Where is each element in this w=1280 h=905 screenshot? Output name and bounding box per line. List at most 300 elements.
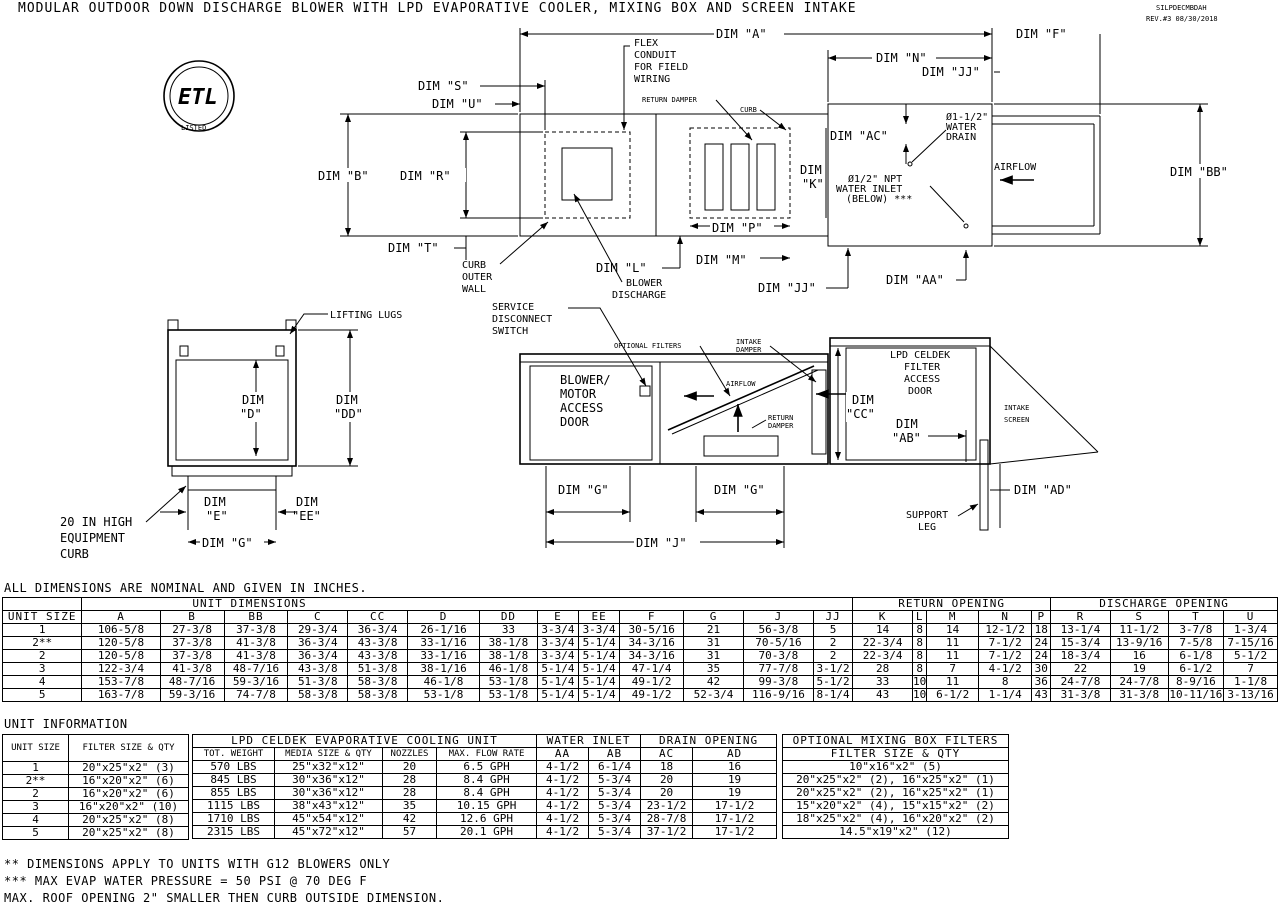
table-cell: 120-5/8 (82, 650, 160, 663)
group-water-inlet: WATER INLET (537, 735, 641, 748)
table-row (193, 800, 777, 813)
table-cell: 59-3/16 (224, 676, 288, 689)
table-cell: 99-3/8 (743, 676, 813, 689)
table-cell: 5-1/4 (537, 676, 578, 689)
blower-discharge-line-1: BLOWER (626, 278, 663, 289)
table-row (783, 800, 1009, 813)
table-cell: 18-3/4 (1051, 650, 1111, 663)
table-cell: 10"x16"x2" (5) (783, 761, 1009, 774)
table-cell: 70-5/16 (743, 637, 813, 650)
table-cell: 38"x43"x12" (275, 800, 383, 813)
table-cell: 3-13/16 (1224, 689, 1278, 702)
table-cell: 20 (641, 787, 693, 800)
table-cell: 48-7/16 (160, 676, 224, 689)
table-cell: 4 (3, 814, 69, 827)
table-cell: 6-1/2 (1168, 663, 1224, 676)
table-cell: 8 (912, 637, 926, 650)
table-cell: 41-3/8 (224, 650, 288, 663)
table-cell: 28 (383, 774, 437, 787)
table-cell: 20.1 GPH (437, 826, 537, 839)
table-cell: 4 (3, 676, 82, 689)
table-cell: 4-1/2 (537, 761, 589, 774)
table-cell: 11 (927, 637, 979, 650)
note-roof-opening: MAX. ROOF OPENING 2" SMALLER THEN CURB OUTSIDE DIMENSION. (4, 891, 445, 905)
table-cell: 3-3/4 (537, 637, 578, 650)
table-cell: 5-3/4 (589, 774, 641, 787)
group-unit-dimensions: UNIT DIMENSIONS (82, 598, 853, 611)
table-cell: 31 (684, 650, 744, 663)
table-cell: 570 LBS (193, 761, 275, 774)
table-cell: 5-3/4 (589, 787, 641, 800)
table-cell: 24 (1032, 637, 1051, 650)
table-cell: 4-1/2 (537, 774, 589, 787)
dim-dd-label-2: "DD" (334, 407, 363, 421)
table-cell: 5-1/4 (579, 650, 620, 663)
table-row (3, 650, 1278, 663)
table-cell: 36-3/4 (348, 624, 408, 637)
table-cell: 57 (383, 826, 437, 839)
dim-bb-label: DIM "BB" (1170, 165, 1228, 179)
table-row (3, 814, 189, 827)
note-g12-blowers: ** DIMENSIONS APPLY TO UNITS WITH G12 BLOWERS ONLY (4, 857, 391, 871)
dim-col-header: D (407, 611, 479, 624)
table-cell: 1 (3, 624, 82, 637)
table-cell: 31 (684, 637, 744, 650)
table-cell: 11 (927, 650, 979, 663)
table-cell: 11 (927, 676, 979, 689)
table-cell: 22 (1051, 663, 1111, 676)
table-cell: 4-1/2 (537, 813, 589, 826)
table-cell: 5-1/4 (579, 689, 620, 702)
header-blank (3, 598, 82, 611)
table-cell: 42 (383, 813, 437, 826)
water-drain-line-1: Ø1-1/2" (946, 112, 989, 123)
table-cell: 33-1/16 (407, 650, 479, 663)
table-cell: 855 LBS (193, 787, 275, 800)
return-damper-side-line-1: RETURN (768, 414, 794, 422)
dim-ad-label: DIM "AD" (1014, 483, 1072, 497)
dim-col-header: P (1032, 611, 1051, 624)
dim-col-header: JJ (813, 611, 852, 624)
optional-filters-label: OPTIONAL FILTERS (614, 342, 682, 350)
curb-note-line-2: EQUIPMENT (60, 531, 126, 545)
table-row (783, 761, 1009, 774)
lpd-door-line-2: FILTER (904, 362, 941, 373)
table-cell: 38-1/8 (480, 650, 538, 663)
table-row (193, 813, 777, 826)
table-cell: 4-1/2 (978, 663, 1032, 676)
filter-col-unit-size: UNIT SIZE (3, 735, 69, 762)
table-cell: 49-1/2 (620, 689, 684, 702)
flex-conduit-line-3: FOR FIELD (634, 62, 689, 73)
dim-p-label: DIM "P" (712, 221, 763, 235)
dim-e-label-2: "E" (206, 509, 228, 523)
table-cell: 18 (1032, 624, 1051, 637)
cooling-col-header: AB (589, 748, 641, 761)
table-cell: 7 (1224, 663, 1278, 676)
table-cell: 1115 LBS (193, 800, 275, 813)
dimensions-table (2, 597, 1278, 702)
table-cell: 8-1/4 (813, 689, 852, 702)
return-damper-label: RETURN DAMPER (642, 96, 697, 104)
dim-col-header: CC (348, 611, 408, 624)
table-row (193, 826, 777, 839)
table-cell: 8 (912, 650, 926, 663)
top-airflow-label: AIRFLOW (994, 162, 1037, 173)
group-return-opening: RETURN OPENING (853, 598, 1051, 611)
table-cell: 116-9/16 (743, 689, 813, 702)
table-cell: 153-7/8 (82, 676, 160, 689)
cooling-table (192, 734, 777, 839)
dim-g-end-label: DIM "G" (202, 536, 253, 550)
water-drain-line-2: WATER (946, 122, 977, 133)
table-cell: 45"x54"x12" (275, 813, 383, 826)
table-row (3, 827, 189, 840)
table-cell: 43 (853, 689, 913, 702)
table-cell: 16"x20"x2" (10) (69, 801, 189, 814)
table-cell: 10.15 GPH (437, 800, 537, 813)
table-cell: 13-1/4 (1051, 624, 1111, 637)
table-cell: 30-5/16 (620, 624, 684, 637)
table-cell: 37-3/8 (224, 624, 288, 637)
dim-n-label: DIM "N" (876, 51, 927, 65)
table-cell: 58-3/8 (348, 676, 408, 689)
curb-outer-wall-line-1: CURB (462, 260, 487, 271)
table-cell: 28 (853, 663, 913, 676)
table-cell: 43-3/8 (348, 650, 408, 663)
dim-col-header: UNIT SIZE (3, 611, 82, 624)
table-cell: 17-1/2 (693, 826, 777, 839)
dim-col-header: R (1051, 611, 1111, 624)
table-cell: 1-3/4 (1224, 624, 1278, 637)
table-cell: 14.5"x19"x2" (12) (783, 826, 1009, 839)
table-cell: 4-1/2 (537, 800, 589, 813)
table-cell: 38-1/8 (480, 637, 538, 650)
support-leg-line-1: SUPPORT (906, 510, 949, 521)
dim-col-header: J (743, 611, 813, 624)
table-cell: 24-7/8 (1051, 676, 1111, 689)
dim-u-label: DIM "U" (432, 97, 483, 111)
table-cell: 106-5/8 (82, 624, 160, 637)
flex-conduit-line-4: WIRING (634, 74, 671, 85)
table-cell: 845 LBS (193, 774, 275, 787)
dim-b-label: DIM "B" (318, 169, 369, 183)
table-cell: 46-1/8 (480, 663, 538, 676)
table-cell: 20 (383, 761, 437, 774)
table-cell: 19 (1110, 663, 1168, 676)
water-drain-line-3: DRAIN (946, 132, 977, 143)
dim-col-header: E (537, 611, 578, 624)
curb-note-line-1: 20 IN HIGH (60, 515, 133, 529)
dim-r-label: DIM "R" (400, 169, 451, 183)
table-cell: 8-9/16 (1168, 676, 1224, 689)
table-cell: 3 (3, 801, 69, 814)
cooling-col-header: AA (537, 748, 589, 761)
dim-jj-bottom-label: DIM "JJ" (758, 281, 816, 295)
etl-logo-text: LISTED (181, 124, 207, 132)
table-cell: 31-3/8 (1110, 689, 1168, 702)
table-cell: 10 (913, 675, 927, 688)
table-cell: 28 (383, 787, 437, 800)
table-cell: 7-1/2 (978, 637, 1032, 650)
table-cell: 41-3/8 (160, 663, 224, 676)
table-cell: 41-3/8 (224, 637, 288, 650)
blower-door-line-4: DOOR (560, 415, 589, 429)
table-row (3, 689, 1278, 702)
table-cell: 8 (978, 676, 1032, 689)
table-cell: 5-3/4 (589, 813, 641, 826)
dim-col-header: U (1224, 611, 1278, 624)
dim-l-label: DIM "L" (596, 261, 647, 275)
dim-col-header: L (912, 611, 926, 624)
lpd-door-line-3: ACCESS (904, 374, 941, 385)
table-cell: 53-1/8 (407, 689, 479, 702)
table-cell: 10-11/16 (1169, 688, 1223, 701)
curb-outer-wall-line-3: WALL (462, 284, 487, 295)
table-cell: 16 (1110, 650, 1168, 663)
table-cell: 15-3/4 (1051, 637, 1111, 650)
dim-s-label: DIM "S" (418, 79, 469, 93)
table-cell: 35 (684, 663, 744, 676)
table-row (193, 761, 777, 774)
table-cell: 5 (3, 827, 69, 840)
table-cell: 5-1/2 (813, 676, 852, 689)
table-cell: 20 (641, 774, 693, 787)
table-cell: 3-1/2 (813, 663, 852, 676)
table-cell: 20"x25"x2" (2), 16"x25"x2" (1) (783, 787, 1009, 800)
table-cell: 20"x25"x2" (8) (69, 814, 189, 827)
table-cell: 23-1/2 (641, 800, 693, 813)
dim-col-header: B (160, 611, 224, 624)
water-inlet-line-1: Ø1/2" NPT (848, 174, 903, 185)
intake-damper-line-2: DAMPER (736, 346, 762, 354)
dim-col-header: N (978, 611, 1032, 624)
table-cell: 33-1/16 (407, 637, 479, 650)
table-cell: 49-1/2 (620, 676, 684, 689)
table-cell: 18"x25"x2" (4), 16"x20"x2" (2) (783, 813, 1009, 826)
table-cell: 22-3/4 (853, 650, 913, 663)
table-cell: 7-15/16 (1224, 637, 1278, 650)
table-cell: 7-5/8 (1168, 637, 1224, 650)
table-cell: 1710 LBS (193, 813, 275, 826)
table-row (3, 663, 1278, 676)
table-cell: 26-1/16 (407, 624, 479, 637)
table-cell: 12-1/2 (978, 624, 1032, 637)
table-row (193, 787, 777, 800)
dim-col-header: T (1168, 611, 1224, 624)
curb-label: CURB (740, 106, 757, 114)
table-cell: 5-3/4 (589, 826, 641, 839)
intake-screen-line-2: SCREEN (1004, 416, 1030, 424)
dim-col-header: S (1110, 611, 1168, 624)
table-cell: 2315 LBS (193, 826, 275, 839)
flex-conduit-line-2: CONDUIT (634, 50, 677, 61)
lifting-lugs-label: LIFTING LUGS (330, 310, 403, 321)
table-row (193, 774, 777, 787)
table-cell: 56-3/8 (743, 624, 813, 637)
table-cell: 5 (813, 624, 852, 637)
table-row (783, 813, 1009, 826)
table-cell: 33 (853, 676, 913, 689)
table-row (3, 762, 189, 775)
table-cell: 36-3/4 (288, 637, 348, 650)
cooling-col-header: AD (693, 748, 777, 761)
table-cell: 53-1/8 (480, 689, 538, 702)
dim-col-header: A (82, 611, 160, 624)
group-drain-opening: DRAIN OPENING (641, 735, 777, 748)
lpd-door-line-4: DOOR (908, 386, 933, 397)
table-cell: 5-3/4 (589, 800, 641, 813)
water-inlet-line-2: WATER INLET (836, 184, 903, 195)
table-cell: 8.4 GPH (437, 787, 537, 800)
table-cell: 22-3/4 (853, 637, 913, 650)
table-cell: 52-3/4 (684, 689, 744, 702)
etl-listed-logo (164, 61, 234, 132)
filter-col-filter-size: FILTER SIZE & QTY (69, 735, 189, 762)
group-mixing-box-filters: OPTIONAL MIXING BOX FILTERS (783, 735, 1009, 748)
table-cell: 7-1/2 (978, 650, 1032, 663)
table-cell: 6-1/4 (589, 761, 641, 774)
dim-col-header: DD (480, 611, 538, 624)
drawing-title: MODULAR OUTDOOR DOWN DISCHARGE BLOWER WITH LPD EVAPORATIVE COOLER, MIXING BOX AND SCREEN INTAKE (18, 1, 857, 16)
table-cell: 5-1/4 (537, 689, 578, 702)
table-cell: 14 (927, 624, 979, 637)
table-cell: 2** (3, 775, 69, 788)
table-row (3, 676, 1278, 689)
table-cell: 3 (3, 663, 82, 676)
mixing-col-filter-size: FILTER SIZE & QTY (783, 748, 1009, 761)
lpd-door-line-1: LPD CELDEK (890, 350, 951, 361)
table-cell: 29-3/4 (288, 624, 348, 637)
table-cell: 30"x36"x12" (275, 774, 383, 787)
cooling-col-header: TOT. WEIGHT (193, 748, 275, 761)
filter-table (2, 734, 189, 840)
table-cell: 11-1/2 (1110, 624, 1168, 637)
blower-door-line-1: BLOWER/ (560, 373, 611, 387)
table-cell: 17-1/2 (693, 800, 777, 813)
table-cell: 16 (693, 761, 777, 774)
table-cell: 7 (927, 663, 979, 676)
table-cell: 5-1/4 (537, 663, 578, 676)
table-cell: 14 (853, 624, 913, 637)
note-water-pressure: *** MAX EVAP WATER PRESSURE = 50 PSI @ 70 DEG F (4, 874, 368, 888)
table-cell: 2 (813, 637, 852, 650)
table-cell: 37-3/8 (160, 637, 224, 650)
table-row (3, 775, 189, 788)
dim-f-label: DIM "F" (1016, 27, 1067, 41)
table-cell: 43 (1032, 689, 1051, 702)
drawing-id: SILPDECMBDAH (1156, 4, 1207, 12)
table-cell: 37-3/8 (160, 650, 224, 663)
table-cell: 2 (813, 650, 852, 663)
table-cell: 1-1/4 (978, 689, 1032, 702)
dim-d-label-1: DIM (242, 393, 264, 407)
table-cell: 13-9/16 (1110, 637, 1168, 650)
dim-a-label: DIM "A" (716, 27, 767, 41)
table-cell: 47-1/4 (620, 663, 684, 676)
table-cell: 3-3/4 (537, 650, 578, 663)
table-cell: 48-7/16 (224, 663, 288, 676)
table-cell: 30"x36"x12" (275, 787, 383, 800)
dim-col-header: C (288, 611, 348, 624)
table-cell: 30 (1032, 663, 1051, 676)
dim-e-label-1: DIM (204, 495, 226, 509)
end-view (60, 310, 402, 561)
water-inlet-line-3: (BELOW) *** (846, 194, 913, 205)
table-cell: 20"x25"x2" (8) (69, 827, 189, 840)
table-cell: 19 (693, 787, 777, 800)
table-cell: 33 (480, 624, 538, 637)
cooling-col-header: MEDIA SIZE & QTY (275, 748, 383, 761)
table-cell: 70-3/8 (743, 650, 813, 663)
service-disconnect-line-1: SERVICE (492, 302, 535, 313)
table-cell: 2 (3, 788, 69, 801)
dim-j-label: DIM "J" (636, 536, 687, 550)
mixing-box-table (782, 734, 1009, 839)
table-cell: 21 (684, 624, 744, 637)
table-cell: 37-1/2 (641, 826, 693, 839)
dim-cc-label-2: "CC" (846, 407, 875, 421)
return-damper-side-line-2: DAMPER (768, 422, 794, 430)
nominal-note: ALL DIMENSIONS ARE NOMINAL AND GIVEN IN INCHES. (4, 581, 368, 595)
table-row (783, 826, 1009, 839)
service-disconnect-line-2: DISCONNECT (492, 314, 553, 325)
dim-col-header: M (927, 611, 979, 624)
dim-col-header: EE (579, 611, 620, 624)
table-cell: 36 (1032, 676, 1051, 689)
table-cell: 120-5/8 (82, 637, 160, 650)
dim-col-header: K (853, 611, 913, 624)
table-cell: 2 (3, 650, 82, 663)
curb-outer-wall-line-2: OUTER (462, 272, 493, 283)
cooling-col-header: AC (641, 748, 693, 761)
unit-info-title: UNIT INFORMATION (4, 717, 128, 731)
dim-aa-label: DIM "AA" (886, 273, 944, 287)
table-cell: 6-1/2 (927, 689, 979, 702)
table-cell: 43-3/8 (348, 637, 408, 650)
table-cell: 27-3/8 (160, 624, 224, 637)
table-cell: 15"x20"x2" (4), 15"x15"x2" (2) (783, 800, 1009, 813)
table-cell: 34-3/16 (620, 637, 684, 650)
table-cell: 35 (383, 800, 437, 813)
side-airflow-label: AIRFLOW (726, 380, 756, 388)
table-cell: 5-1/4 (579, 676, 620, 689)
dim-k-label-1: DIM (800, 163, 822, 177)
dim-col-header: F (620, 611, 684, 624)
table-cell: 10 (913, 688, 927, 701)
intake-damper-line-1: INTAKE (736, 338, 762, 346)
blower-discharge-line-2: DISCHARGE (612, 290, 667, 301)
table-cell: 45"x72"x12" (275, 826, 383, 839)
table-cell: 31-3/8 (1051, 689, 1111, 702)
table-cell: 58-3/8 (288, 689, 348, 702)
dim-k-label-2: "K" (802, 177, 824, 191)
table-cell: 1 (3, 762, 69, 775)
support-leg-line-2: LEG (918, 522, 937, 533)
dim-ab-label-1: DIM (896, 417, 918, 431)
table-row (3, 624, 1278, 637)
blower-door-line-3: ACCESS (560, 401, 604, 415)
table-cell: 6-1/8 (1168, 650, 1224, 663)
table-cell: 122-3/4 (82, 663, 160, 676)
table-cell: 42 (684, 676, 744, 689)
table-cell: 18 (641, 761, 693, 774)
table-row (3, 788, 189, 801)
table-cell: 5-1/4 (579, 637, 620, 650)
flex-conduit-line-1: FLEX (634, 38, 659, 49)
table-cell: 12.6 GPH (437, 813, 537, 826)
group-lpd-celdek: LPD CELDEK EVAPORATIVE COOLING UNIT (193, 735, 537, 748)
